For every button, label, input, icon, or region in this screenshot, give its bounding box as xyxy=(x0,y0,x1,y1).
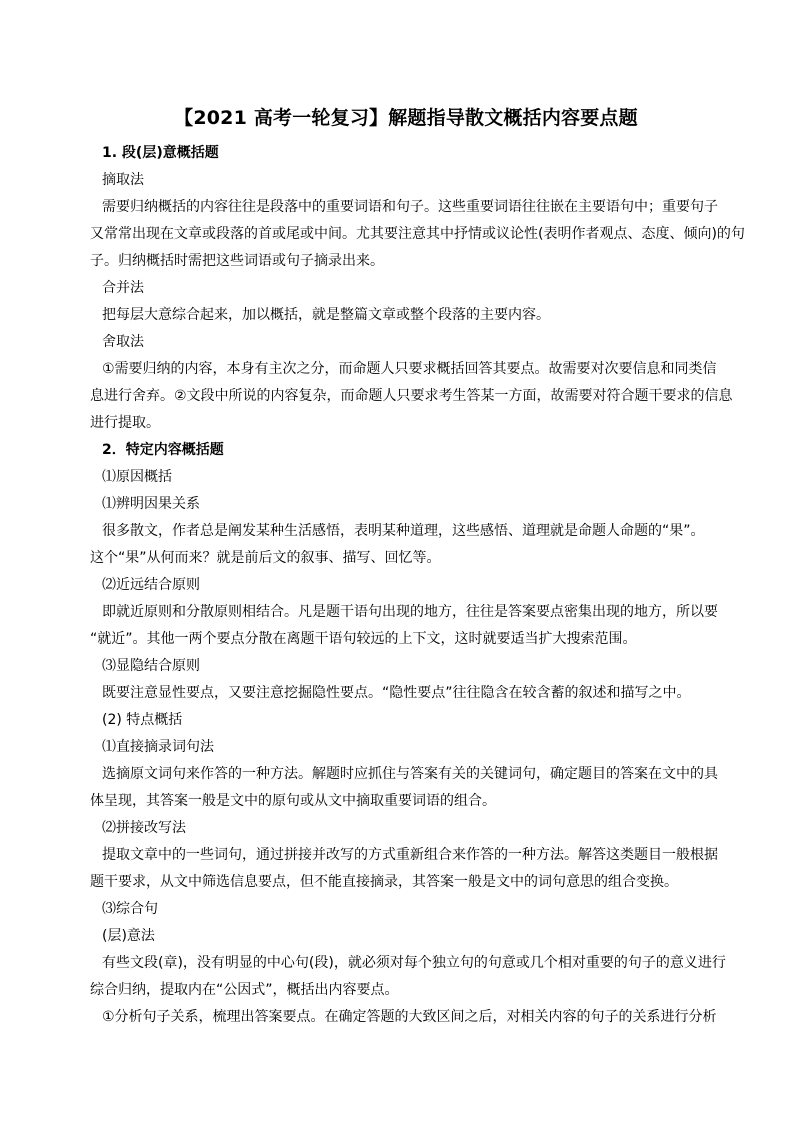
paragraph-line: 需要归纳概括的内容往往是段落中的重要词语和句子。这些重要词语往往嵌在主要语句中；重要句子 xyxy=(102,199,718,215)
paragraph-line: 即就近原则和分散原则相结合。凡是题干语句出现的地方，往往是答案要点密集出现的地方，所以要 xyxy=(102,604,718,620)
paragraph-line: 又常常出现在文章或段落的首或尾或中间。尤其要注意其中抒情或议论性(表明作者观点、态度、倾向)的句 xyxy=(90,226,745,242)
paragraph-line: 很多散文，作者总是阐发某种生活感悟，表明某种道理，这些感悟、道理就是命题人命题的“果”。 xyxy=(102,523,705,539)
item-heading-near-far: ⑵近远结合原则 xyxy=(102,577,200,593)
item-heading-splice-rewrite: ⑵拼接改写法 xyxy=(102,820,186,836)
method-heading-extract: 摘取法 xyxy=(102,172,144,188)
item-synthesis-paragraph xyxy=(90,950,726,1031)
method-select-paragraph xyxy=(90,356,733,437)
paragraph-line: 提取文章中的一些词句，通过拼接并改写的方式重新组合来作答的一种方法。解答这类题目一般根据 xyxy=(102,847,718,863)
item-heading-direct-extract: ⑴直接摘录词句法 xyxy=(102,739,214,755)
paragraph-line: ①需要归纳的内容，本身有主次之分，而命题人只要求概括回答其要点。故需要对次要信息和同类信 xyxy=(102,361,717,377)
paragraph-line: ①分析句子关系，梳理出答案要点。在确定答题的大致区间之后，对相关内容的句子的关系进行分析 xyxy=(102,1009,717,1025)
paragraph-line: 把每层大意综合起来，加以概括，就是整篇文章或整个段落的主要内容。 xyxy=(102,307,550,323)
item-heading-synthesis: ⑶综合句 xyxy=(102,901,158,917)
item-explicit-implicit-paragraph xyxy=(90,680,722,707)
document-page xyxy=(90,104,745,1031)
item-causality-paragraph xyxy=(90,518,722,572)
method-heading-select: 舍取法 xyxy=(102,334,144,350)
paragraph-line: 子。归纳概括时需把这些词语或句子摘录出来。 xyxy=(90,253,384,269)
item-heading-explicit-implicit: ⑶显隐结合原则 xyxy=(102,658,200,674)
section-1-heading: 1. 段(层)意概括题 xyxy=(102,145,219,161)
item-near-far-paragraph xyxy=(90,599,722,653)
paragraph-line: 体呈现，其答案一般是文中的原句或从文中摘取重要词语的组合。 xyxy=(90,793,496,809)
paragraph-line: 既要注意显性要点，又要注意挖掘隐性要点。“隐性要点”往往隐含在较含蓄的叙述和描写之中。 xyxy=(102,685,691,701)
paragraph-line: 题干要求，从文中筛选信息要点，但不能直接摘录，其答案一般是文中的词句意思的组合变换。 xyxy=(90,874,678,890)
method-extract-paragraph xyxy=(90,194,745,275)
item-splice-rewrite-paragraph xyxy=(90,842,722,896)
paragraph-line: 有些文段(章)，没有明显的中心句(段)，就必须对每个独立句的句意或几个相对重要的句子的意义进行 xyxy=(102,955,726,971)
paragraph-line: 选摘原文词句来作答的一种方法。解题时应抓住与答案有关的关键词句，确定题目的答案在文中的具 xyxy=(102,766,718,782)
item-heading-causality: ⑴辨明因果关系 xyxy=(102,496,200,512)
section-2-heading: 2．特定内容概括题 xyxy=(102,442,224,458)
part-heading-cause: ⑴原因概括 xyxy=(102,469,172,485)
paragraph-line: 息进行舍弃。②文段中所说的内容复杂，而命题人只要求考生答某一方面，故需要对符合题干要求的信息 xyxy=(90,388,733,404)
method-merge-paragraph xyxy=(90,302,722,329)
part-heading-features: (2) 特点概括 xyxy=(102,712,183,728)
paragraph-line: 综合归纳，提取内在“公因式”，概括出内容要点。 xyxy=(90,982,399,998)
item-subheading-layer: (层)意法 xyxy=(102,928,155,944)
method-heading-merge: 合并法 xyxy=(102,280,144,296)
paragraph-line: “就近”。其他一两个要点分散在离题干语句较远的上下文，这时就要适当扩大搜索范围。 xyxy=(90,631,637,647)
paragraph-line: 这个“果”从何而来？就是前后文的叙事、描写、回忆等。 xyxy=(90,550,441,566)
item-direct-extract-paragraph xyxy=(90,761,722,815)
paragraph-line: 进行提取。 xyxy=(90,415,160,431)
document-title: 【2021 高考一轮复习】解题指导散文概括内容要点题 xyxy=(174,107,638,129)
